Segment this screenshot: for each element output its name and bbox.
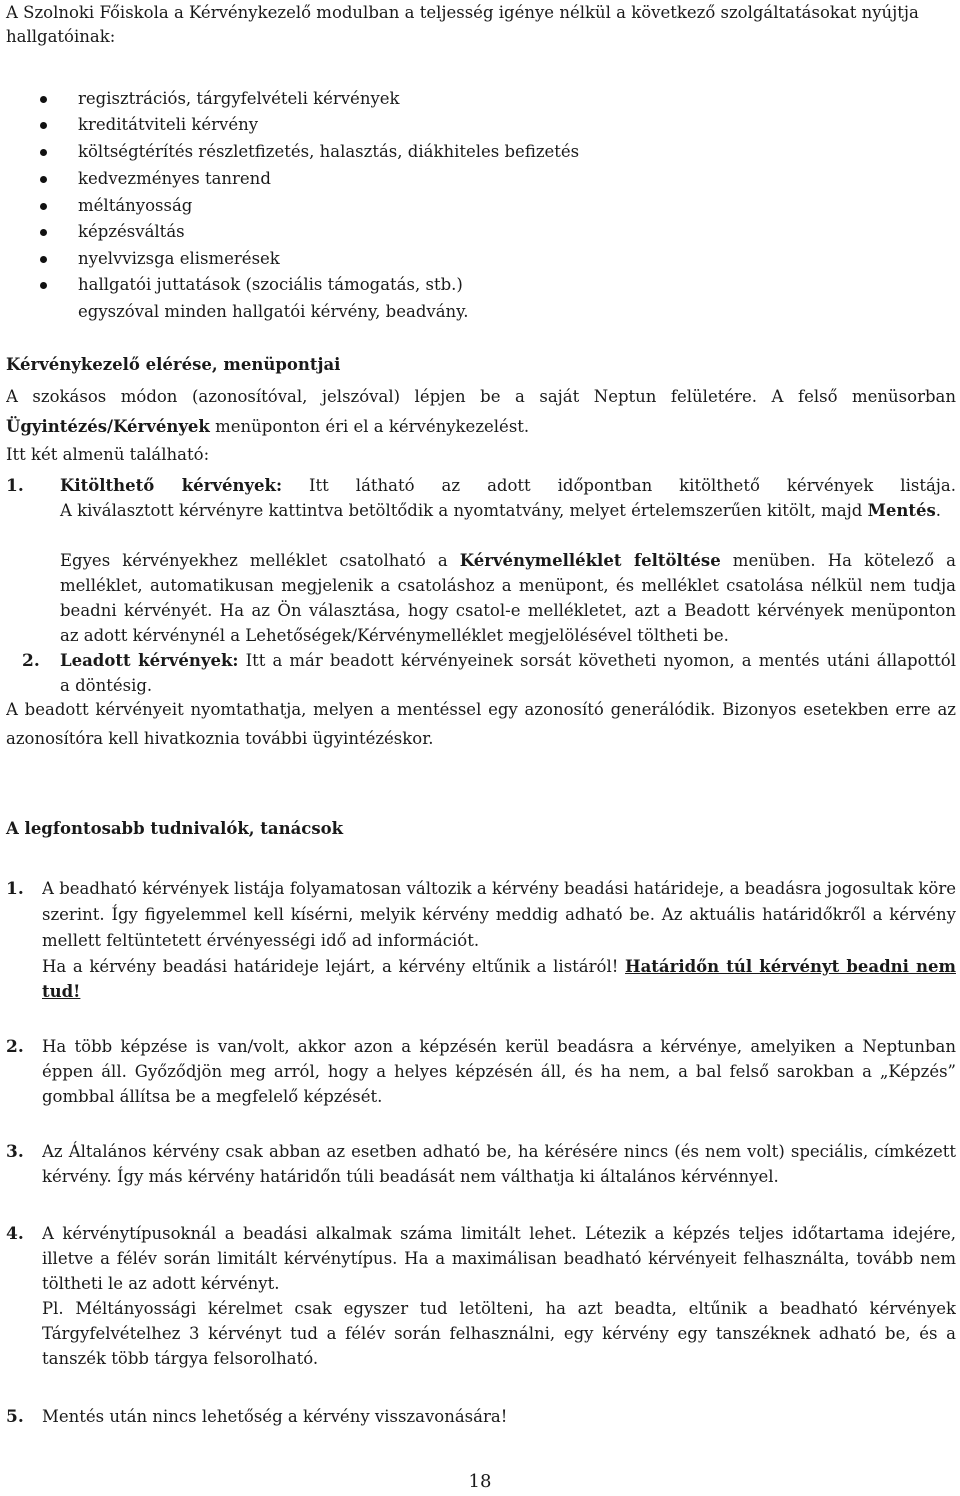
access-p3-line-1: A beadott kérvényeit nyomtathatja, melyen a mentéssel egy azonosító generálódik. Bizonyos esetekben erre az — [6, 700, 956, 719]
bullet-icon — [40, 149, 47, 156]
list-item: hallgatói juttatások (szociális támogatás, stb.) — [78, 275, 463, 294]
item1-line-2-text: A kiválasztott kérvényre kattintva betöltődik a nyomtatvány, melyet értelemszerűen kitölt, majd — [60, 501, 868, 520]
section-heading-tips: A legfontosabb tudnivalók, tanácsok — [6, 819, 344, 838]
attachment-line-1-text: Egyes kérvényekhez melléklet csatolható a — [60, 551, 460, 570]
deadline-warning-end: tud! — [42, 982, 81, 1001]
bullet-icon — [40, 122, 47, 129]
list-item-tail: egyszóval minden hallgatói kérvény, beadvány. — [78, 302, 469, 321]
bullet-icon — [40, 96, 47, 103]
list-item: kreditátviteli kérvény — [78, 115, 259, 134]
save-term: Mentés — [867, 501, 936, 520]
tip1-line-5 — [42, 981, 956, 1003]
tip2-line-1: Ha több képzése is van/volt, akkor azon a képzésén kerül beadásra a kérvénye, amelyiken a Neptunban — [42, 1037, 956, 1056]
access-p1-line-2-rest: menüponton éri el a kérvénykezelést. — [209, 417, 530, 436]
attachment-line-3: beadni kérvényét. Ha az Ön választása, hogy csatol-e mellékletet, azt a Beadott kérvények menüponton — [60, 601, 956, 620]
tip2-line-2: éppen áll. Győződjön meg arról, hogy a helyes képzésén áll, és ha nem, a bal felső sarokban a „Képzés” — [42, 1062, 956, 1081]
section-heading-access: Kérvénykezelő elérése, menüpontjai — [6, 355, 341, 374]
attachment-line-4: az adott kérvénynél a Lehetőségek/Kérvénymelléklet megjelölésével töltheti be. — [60, 626, 729, 645]
menu-path: Ügyintézés/Kérvények — [6, 417, 210, 436]
bullet-icon — [40, 203, 47, 210]
bullet-icon — [40, 176, 47, 183]
tip1-line-1: A beadható kérvények listája folyamatosan változik a kérvény beadási határideje, a beadásra jogosultak köre — [42, 879, 956, 898]
item1-line-2-end: . — [935, 501, 942, 520]
attachment-line-1-rest: menüben. Ha kötelező a — [720, 551, 956, 570]
list-item: méltányosság — [78, 196, 193, 215]
tip4-line-3: töltheti le az adott kérvényt. — [42, 1274, 280, 1293]
tip5-line-1: Mentés után nincs lehetőség a kérvény visszavonására! — [42, 1407, 508, 1426]
attachment-menu-name: Kérvénymelléklet feltöltése — [459, 551, 721, 570]
tip2-line-3: gombbal állítsa be a megfelelő képzését. — [42, 1087, 383, 1106]
access-p1-line-2 — [6, 416, 956, 438]
tip1-line-3: mellett feltüntetett érvényességi idő ad információt. — [42, 931, 480, 950]
tip4-line-1: A kérvénytípusoknál a beadási alkalmak száma limitált lehet. Létezik a képzés teljes időtartama idejére, — [42, 1224, 956, 1243]
list-item: kedvezményes tanrend — [78, 169, 271, 188]
intro-line-2: hallgatóinak: — [6, 27, 116, 46]
tip-number: 3. — [6, 1142, 24, 1162]
access-p3-line-2: azonosítóra kell hivatkoznia további ügyintézéskor. — [6, 729, 434, 748]
item1-line-1-rest: Itt látható az adott időpontban kitölthető kérvények listája. — [282, 476, 956, 495]
item-number: 1. — [6, 476, 24, 496]
item1-line-1 — [60, 475, 956, 497]
list-item: regisztrációs, tárgyfelvételi kérvények — [78, 89, 400, 108]
list-item: nyelvvizsga elismerések — [78, 249, 280, 268]
deadline-warning: Határidőn túl kérvényt beadni nem — [625, 957, 956, 976]
bullet-icon — [40, 229, 47, 236]
tip1-line-2: szerint. Így figyelemmel kell kísérni, melyik kérvény meddig adható be. Az aktuális határidőkről a kérvény — [42, 905, 956, 924]
tip4-line-6: tanszék több tárgya felsorolható. — [42, 1349, 319, 1368]
tip-number: 1. — [6, 879, 24, 899]
list-item: költségtérítés részletfizetés, halasztás, diákhiteles befizetés — [78, 142, 580, 161]
attachment-line-2: melléklet, automatikusan megjelenik a csatoláshoz a menüpont, és melléklet csatolása nélkül nem tudja — [60, 576, 956, 595]
item-number: 2. — [22, 651, 40, 671]
tip-number: 5. — [6, 1407, 24, 1427]
tip4-line-4: Pl. Méltányossági kérelmet csak egyszer tud letölteni, ha azt beadta, eltűnik a beadható kérvények — [42, 1299, 956, 1318]
item1-line-2 — [60, 500, 956, 522]
access-p1-line-1: A szokásos módon (azonosítóval, jelszóval) lépjen be a saját Neptun felületére. A felső menüsorban — [6, 387, 956, 406]
item1-title: Kitölthető kérvények: — [60, 476, 283, 495]
tip4-line-5: Tárgyfelvételhez 3 kérvényt tud a félév során felhasználni, egy kérvény egy tanszéknek adható be, és a — [42, 1324, 956, 1343]
item2-title: Leadott kérvények: — [60, 651, 239, 670]
item2-line-1 — [60, 650, 956, 672]
access-p2: Itt két almenü található: — [6, 445, 210, 464]
tip-number: 4. — [6, 1224, 24, 1244]
tip4-line-2: illetve a félév során limitált kérvénytípus. Ha a maximálisan beadható kérvényeit felhasználta, tovább nem — [42, 1249, 956, 1268]
intro-line-1: A Szolnoki Főiskola a Kérvénykezelő modulban a teljesség igénye nélkül a következő szolgáltatásokat nyújtja — [6, 3, 919, 22]
bullet-icon — [40, 256, 47, 263]
tip3-line-2: kérvény. Így más kérvény határidőn túli beadását nem válthatja ki általános kérvénnyel. — [42, 1167, 779, 1186]
page-number: 18 — [468, 1471, 492, 1492]
list-item: képzésváltás — [78, 222, 185, 241]
bullet-icon — [40, 282, 47, 289]
attachment-line-1 — [60, 550, 956, 572]
tip3-line-1: Az Általános kérvény csak abban az esetben adható be, ha kérésére nincs (és nem volt) speciális, címkézett — [42, 1142, 956, 1161]
tip1-line-4 — [42, 956, 956, 978]
item2-line-2: a döntésig. — [60, 676, 153, 695]
item2-line-1-rest: Itt a már beadott kérvényeinek sorsát követheti nyomon, a mentés utáni állapottól — [238, 651, 956, 670]
tip-number: 2. — [6, 1037, 24, 1057]
tip1-line-4-text: Ha a kérvény beadási határideje lejárt, a kérvény eltűnik a listáról! — [42, 957, 626, 976]
